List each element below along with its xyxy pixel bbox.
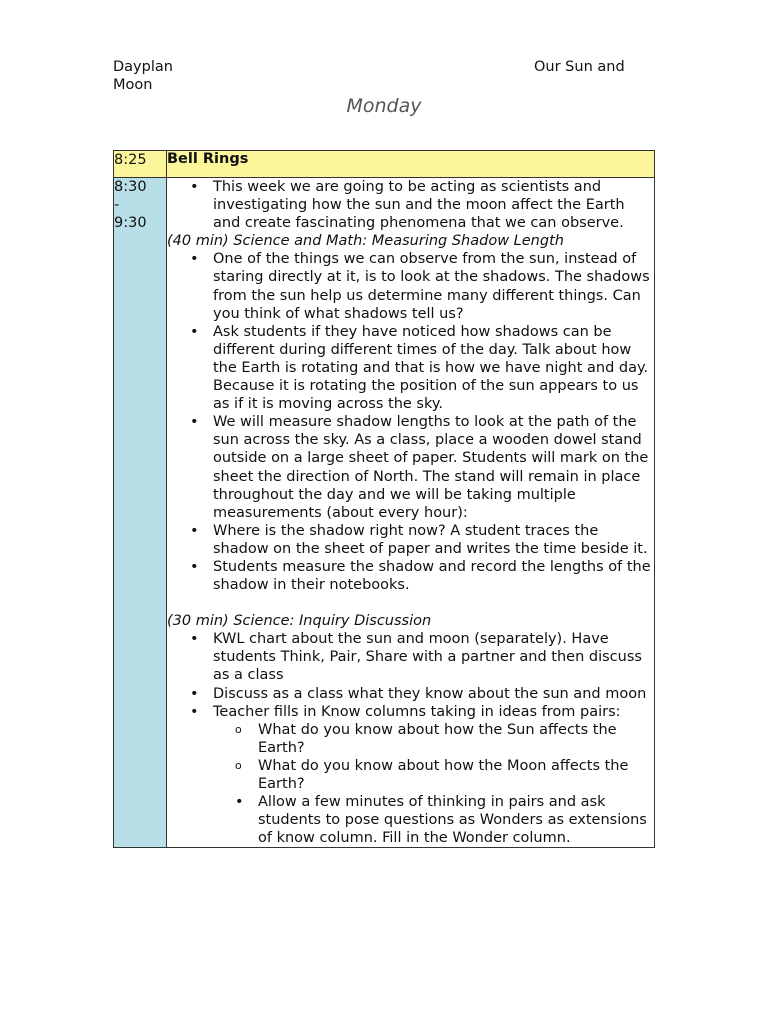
list-item: • Where is the shadow right now? A student traces the shadow on the sheet of paper and writes the time beside it. xyxy=(167,522,654,558)
spacer xyxy=(167,594,654,612)
block-row xyxy=(114,178,655,848)
block-time-end: 9:30 xyxy=(114,215,147,231)
intro-list xyxy=(167,178,654,232)
list-item: • Discuss as a class what they know about the sun and moon xyxy=(167,685,654,703)
header-right: Our Sun and xyxy=(534,59,625,75)
section-title-shadow: (40 min) Science and Math: Measuring Shadow Length xyxy=(167,233,564,250)
block-content xyxy=(167,178,655,848)
list-item: • KWL chart about the sun and moon (separately). Have students Think, Pair, Share with a partner and then discuss as a class xyxy=(167,630,654,684)
header-left xyxy=(113,58,173,94)
list-item: • One of the things we can observe from the sun, instead of staring directly at it, is to look at the shadows. The shadows from the sun help us determine many different things. Can you think of what shadows tell us? xyxy=(167,250,654,322)
schedule-table xyxy=(113,150,655,848)
block-time-sep: - xyxy=(114,197,120,213)
sub-list-item: o What do you know about how the Moon affects the Earth? xyxy=(167,757,654,793)
inquiry-list xyxy=(167,630,654,847)
list-item: • This week we are going to be acting as scientists and investigating how the sun and the moon affect the Earth and create fascinating phenomena that we can observe. xyxy=(167,178,654,232)
header-dayplan: Dayplan xyxy=(113,59,173,75)
section-title-inquiry: (30 min) Science: Inquiry Discussion xyxy=(167,613,432,630)
block-time xyxy=(114,178,167,848)
bell-time: 8:25 xyxy=(114,151,167,178)
shadow-list xyxy=(167,250,654,594)
sub-list-item: • Allow a few minutes of thinking in pairs and ask students to pose questions as Wonders as extensions of know column. Fill in the Wonder column. xyxy=(167,793,654,847)
bell-label: Bell Rings xyxy=(167,151,655,178)
header-moon: Moon xyxy=(113,77,153,93)
list-item: • Ask students if they have noticed how shadows can be different during different times of the day. Talk about how the Earth is rotating and that is how we have night and day. Because it is rotating the position of the sun appears to us as if it is moving across the sky. xyxy=(167,323,654,413)
bell-row xyxy=(114,151,655,178)
list-item: • Teacher fills in Know columns taking in ideas from pairs: xyxy=(167,703,654,721)
sub-list-item: o What do you know about how the Sun affects the Earth? xyxy=(167,721,654,757)
page-title: Monday xyxy=(346,95,422,117)
list-item: • We will measure shadow lengths to look at the path of the sun across the sky. As a class, place a wooden dowel stand outside on a large sheet of paper. Students will mark on the sheet the direction of North. The stand will remain in place throughout the day and we will be taking multiple measurements (about every hour): xyxy=(167,413,654,522)
block-time-start: 8:30 xyxy=(114,179,147,195)
list-item: • Students measure the shadow and record the lengths of the shadow in their notebooks. xyxy=(167,558,654,594)
